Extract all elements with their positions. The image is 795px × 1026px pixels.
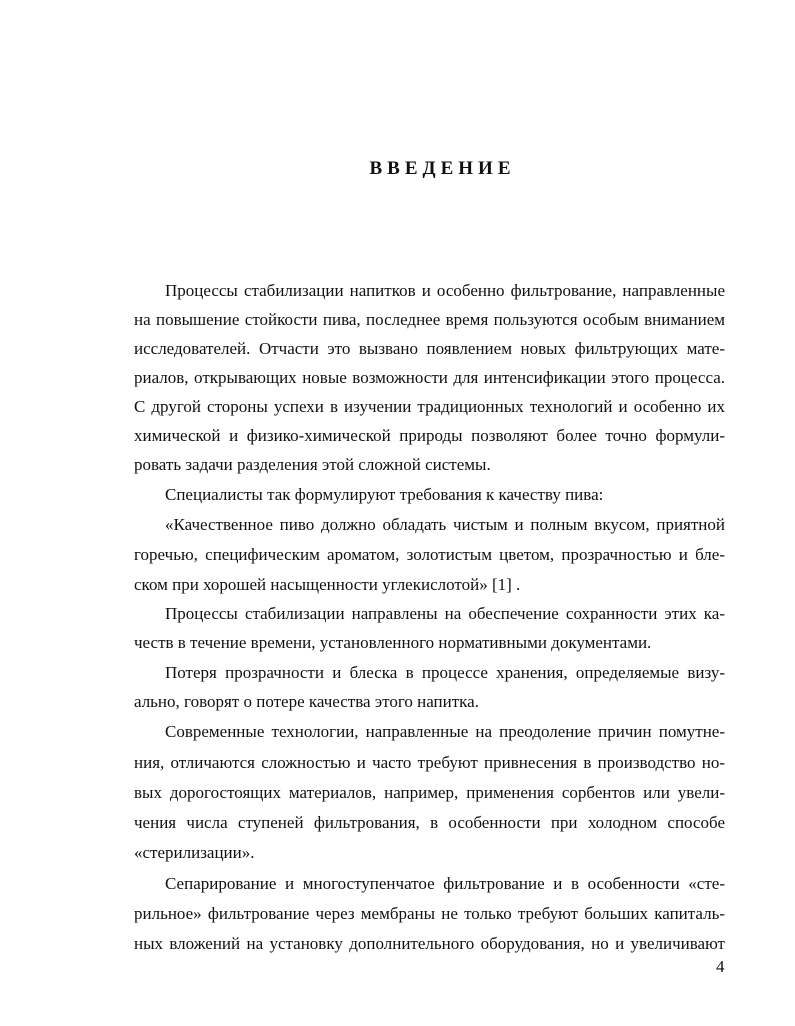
text-line: ском при хорошей насыщенности углекислотой» [1] . xyxy=(134,575,521,594)
text-line: Процессы стабилизации напитков и особенно фильтрование, направленные xyxy=(165,281,725,300)
text-line: Сепарирование и многоступенчатое фильтрование и в особенности «сте- xyxy=(165,874,725,893)
text-line: исследователей. Отчасти это вызвано появлением новых фильтрующих мате- xyxy=(134,339,725,358)
page-title: ВВЕДЕНИЕ xyxy=(369,158,516,179)
text-line: Современные технологии, направленные на преодоление причин помутне- xyxy=(165,722,725,741)
text-line: химической и физико-химической природы позволяют более точно формули- xyxy=(134,426,725,445)
text-line: честв в течение времени, установленного нормативными документами. xyxy=(134,633,652,652)
text-line: Потеря прозрачности и блеска в процессе хранения, определяемые визу- xyxy=(165,663,725,682)
text-line: на повышение стойкости пива, последнее время пользуются особым вниманием xyxy=(134,310,725,329)
text-line: ных вложений на установку дополнительного оборудования, но и увеличивают xyxy=(134,934,725,953)
text-line: ровать задачи разделения этой сложной системы. xyxy=(134,455,491,474)
text-line: «Качественное пиво должно обладать чистым и полным вкусом, приятной xyxy=(165,515,725,534)
text-line: Процессы стабилизации направлены на обеспечение сохранности этих ка- xyxy=(165,604,725,623)
text-line: Специалисты так формулируют требования к качеству пива: xyxy=(165,485,604,504)
text-line: ально, говорят о потере качества этого напитка. xyxy=(134,692,479,711)
text-line: ния, отличаются сложностью и часто требуют привнесения в производство но- xyxy=(134,753,725,772)
text-line: «стерилизации». xyxy=(134,843,255,862)
text-line: рильное» фильтрование через мембраны не только требуют больших капиталь- xyxy=(134,904,725,923)
text-line: С другой стороны успехи в изучении традиционных технологий и особенно их xyxy=(134,397,725,416)
text-line: горечью, специфическим ароматом, золотистым цветом, прозрачностью и бле- xyxy=(134,545,725,564)
text-line: вых дорогостоящих материалов, например, применения сорбентов или увели- xyxy=(134,783,725,802)
page-number: 4 xyxy=(716,957,725,976)
text-line: чения числа ступеней фильтрования, в особенности при холодном способе xyxy=(134,813,725,832)
text-line: риалов, открывающих новые возможности для интенсификации этого процесса. xyxy=(134,368,725,387)
